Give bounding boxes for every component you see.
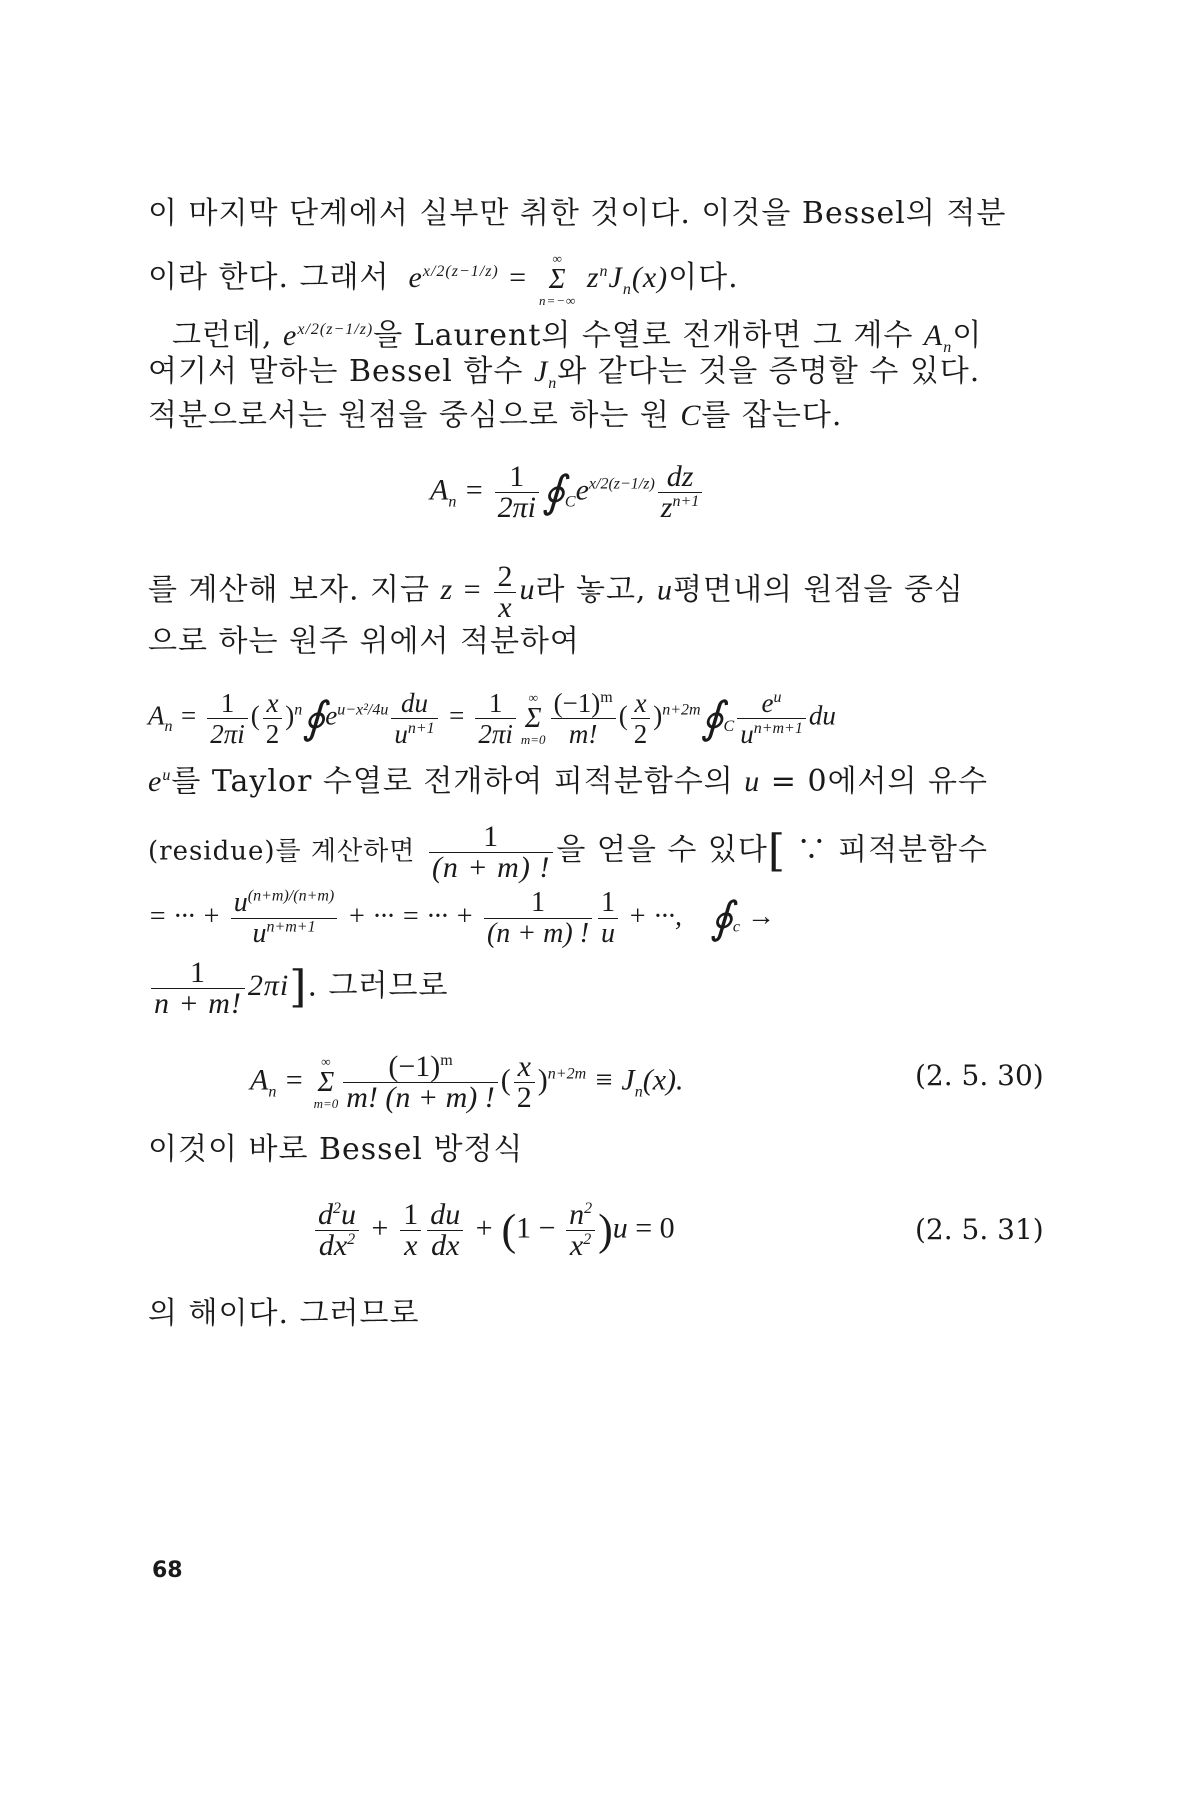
text-segment: 이 마지막 단계에서 실부만 취한 것이다. 이것을 Bessel의 적분 <box>148 196 1007 231</box>
text-line-10: = ··· + $\frac{u^{(n+m)/(n+m)}}{u^{n+m+1}}$ + ··· = ··· + $\frac{1}{(n + m) !}$ $\frac{1}{u}$ + ···, $∮_c$ → <box>148 887 775 949</box>
text-segment: 이다. <box>668 259 739 295</box>
math-inline: z = $\frac{2}{x}$ u <box>440 560 536 624</box>
text-line-13 <box>148 1294 1048 1334</box>
text-segment: 적분으로서는 원점을 중심으로 하는 원 <box>148 398 670 433</box>
text-line-6 <box>148 562 1048 623</box>
text-line-3 <box>172 316 1072 356</box>
equation-an-series: $A_n$ = $\frac{1}{2\pi i}$ ( $\frac{x}{2}$ )$^n∮e^{u-x^2/4u}$ $\frac{du}{u^{n+1}}$ = $\frac{1}{2\pi i}$ ∞ Σ m=0 $\frac{(-1)^m}{m!}$ ( $\frac{x}{2}$ )$^{n+2m}∮_C$ $\frac{e^u}{u^{n+m+1}}$ du <box>148 688 836 749</box>
text-segment: 을 Laurent의 수열로 전개하면 그 계수 <box>373 318 914 353</box>
equation-number-2-5-31: (2. 5. 31) <box>915 1213 1044 1246</box>
math-inline: C <box>680 399 702 432</box>
text-segment: 으로 하는 원주 위에서 적분하여 <box>148 624 580 659</box>
math-inline: $e^{x/2(z-1/z)}$ <box>283 319 374 352</box>
text-line-8: $e^u$를 Taylor 수열로 전개하여 피적분함수의 u = 0에서의 유수 <box>148 764 988 799</box>
equation-2-5-31: $\frac{d^2u}{dx^2}$ + $\frac{1}{x}$ $\frac{du}{dx}$ + (1 − $\frac{n^2}{x^2}$ )u = 0 <box>312 1200 675 1261</box>
text-segment: ∵ 피적분함수 <box>796 832 988 868</box>
text-segment: 를 Taylor 수열로 전개하여 피적분함수의 <box>171 764 734 799</box>
text-line-11: $\frac{1}{n + m!}$ 2πi]. 그러므로 <box>148 958 1048 1019</box>
math-inline: $J_n$ <box>533 355 558 392</box>
text-segment: 그러므로 <box>328 968 449 1004</box>
text-line-12 <box>148 1130 1048 1170</box>
text-segment: 라 놓고, <box>535 572 647 608</box>
text-segment: 를 잡는다. <box>701 398 843 433</box>
math-inline: u <box>657 573 674 607</box>
text-line-7 <box>148 622 1048 662</box>
page-number: 68 <box>152 1558 183 1583</box>
text-segment: 이 <box>952 318 983 353</box>
text-segment: 평면내의 원점을 중심 <box>673 572 964 608</box>
text-line-5 <box>148 396 1048 436</box>
math-inline: u <box>744 765 761 798</box>
math-inline: $\frac{1}{n + m!}$ 2πi <box>148 969 289 1002</box>
text-segment: 이것이 바로 Bessel 방정식 <box>148 1132 524 1167</box>
text-segment: 이라 한다. 그래서 <box>148 259 390 295</box>
text-segment: 와 같다는 것을 증명할 수 있다. <box>557 354 981 389</box>
text-segment: (residue)를 계산하면 <box>148 836 416 867</box>
math-inline: $\frac{1}{(n + m) !}$ <box>426 833 556 866</box>
text-segment: 여기서 말하는 Bessel 함수 <box>148 354 524 389</box>
text-line-4 <box>148 352 1048 392</box>
equation-an-integral: $A_n$ = $\frac{1}{2\pi i}$ $∮_Ce^{x/2(z-1/z)}$ $\frac{dz}{z^{n+1}}$ <box>430 462 705 523</box>
equation-2-5-30: $A_n$ = ∞ Σ m=0 $\frac{(-1)^m}{m! (n + m) !}$ ( $\frac{x}{2}$ )$^{n+2m} \equiv J_n(x)$. <box>250 1050 684 1114</box>
math-inline: $A_n$ <box>923 319 953 356</box>
text-line-1 <box>148 194 1048 234</box>
text-segment: 의 해이다. 그러므로 <box>148 1296 420 1331</box>
equation-number-2-5-30: (2. 5. 30) <box>915 1059 1044 1092</box>
text-segment: 그런데, <box>172 318 273 353</box>
text-line-2 <box>148 252 1048 308</box>
math-inline: $e^u$ <box>148 765 172 798</box>
text-segment: 을 얻을 수 있다 <box>556 832 768 868</box>
math-inline: $e^{x/2(z-1/z)}$ = ∞ Σ n=−∞ $z^nJ_n(x)$ <box>400 251 669 308</box>
text-segment: 를 계산해 보자. 지금 <box>148 572 430 608</box>
text-line-9: (residue)를 계산하면 $\frac{1}{(n + m) !}$ 을 얻을 수 있다[ ∵ 피적분함수 <box>148 820 988 884</box>
text-segment: 에서의 유수 <box>827 764 988 799</box>
